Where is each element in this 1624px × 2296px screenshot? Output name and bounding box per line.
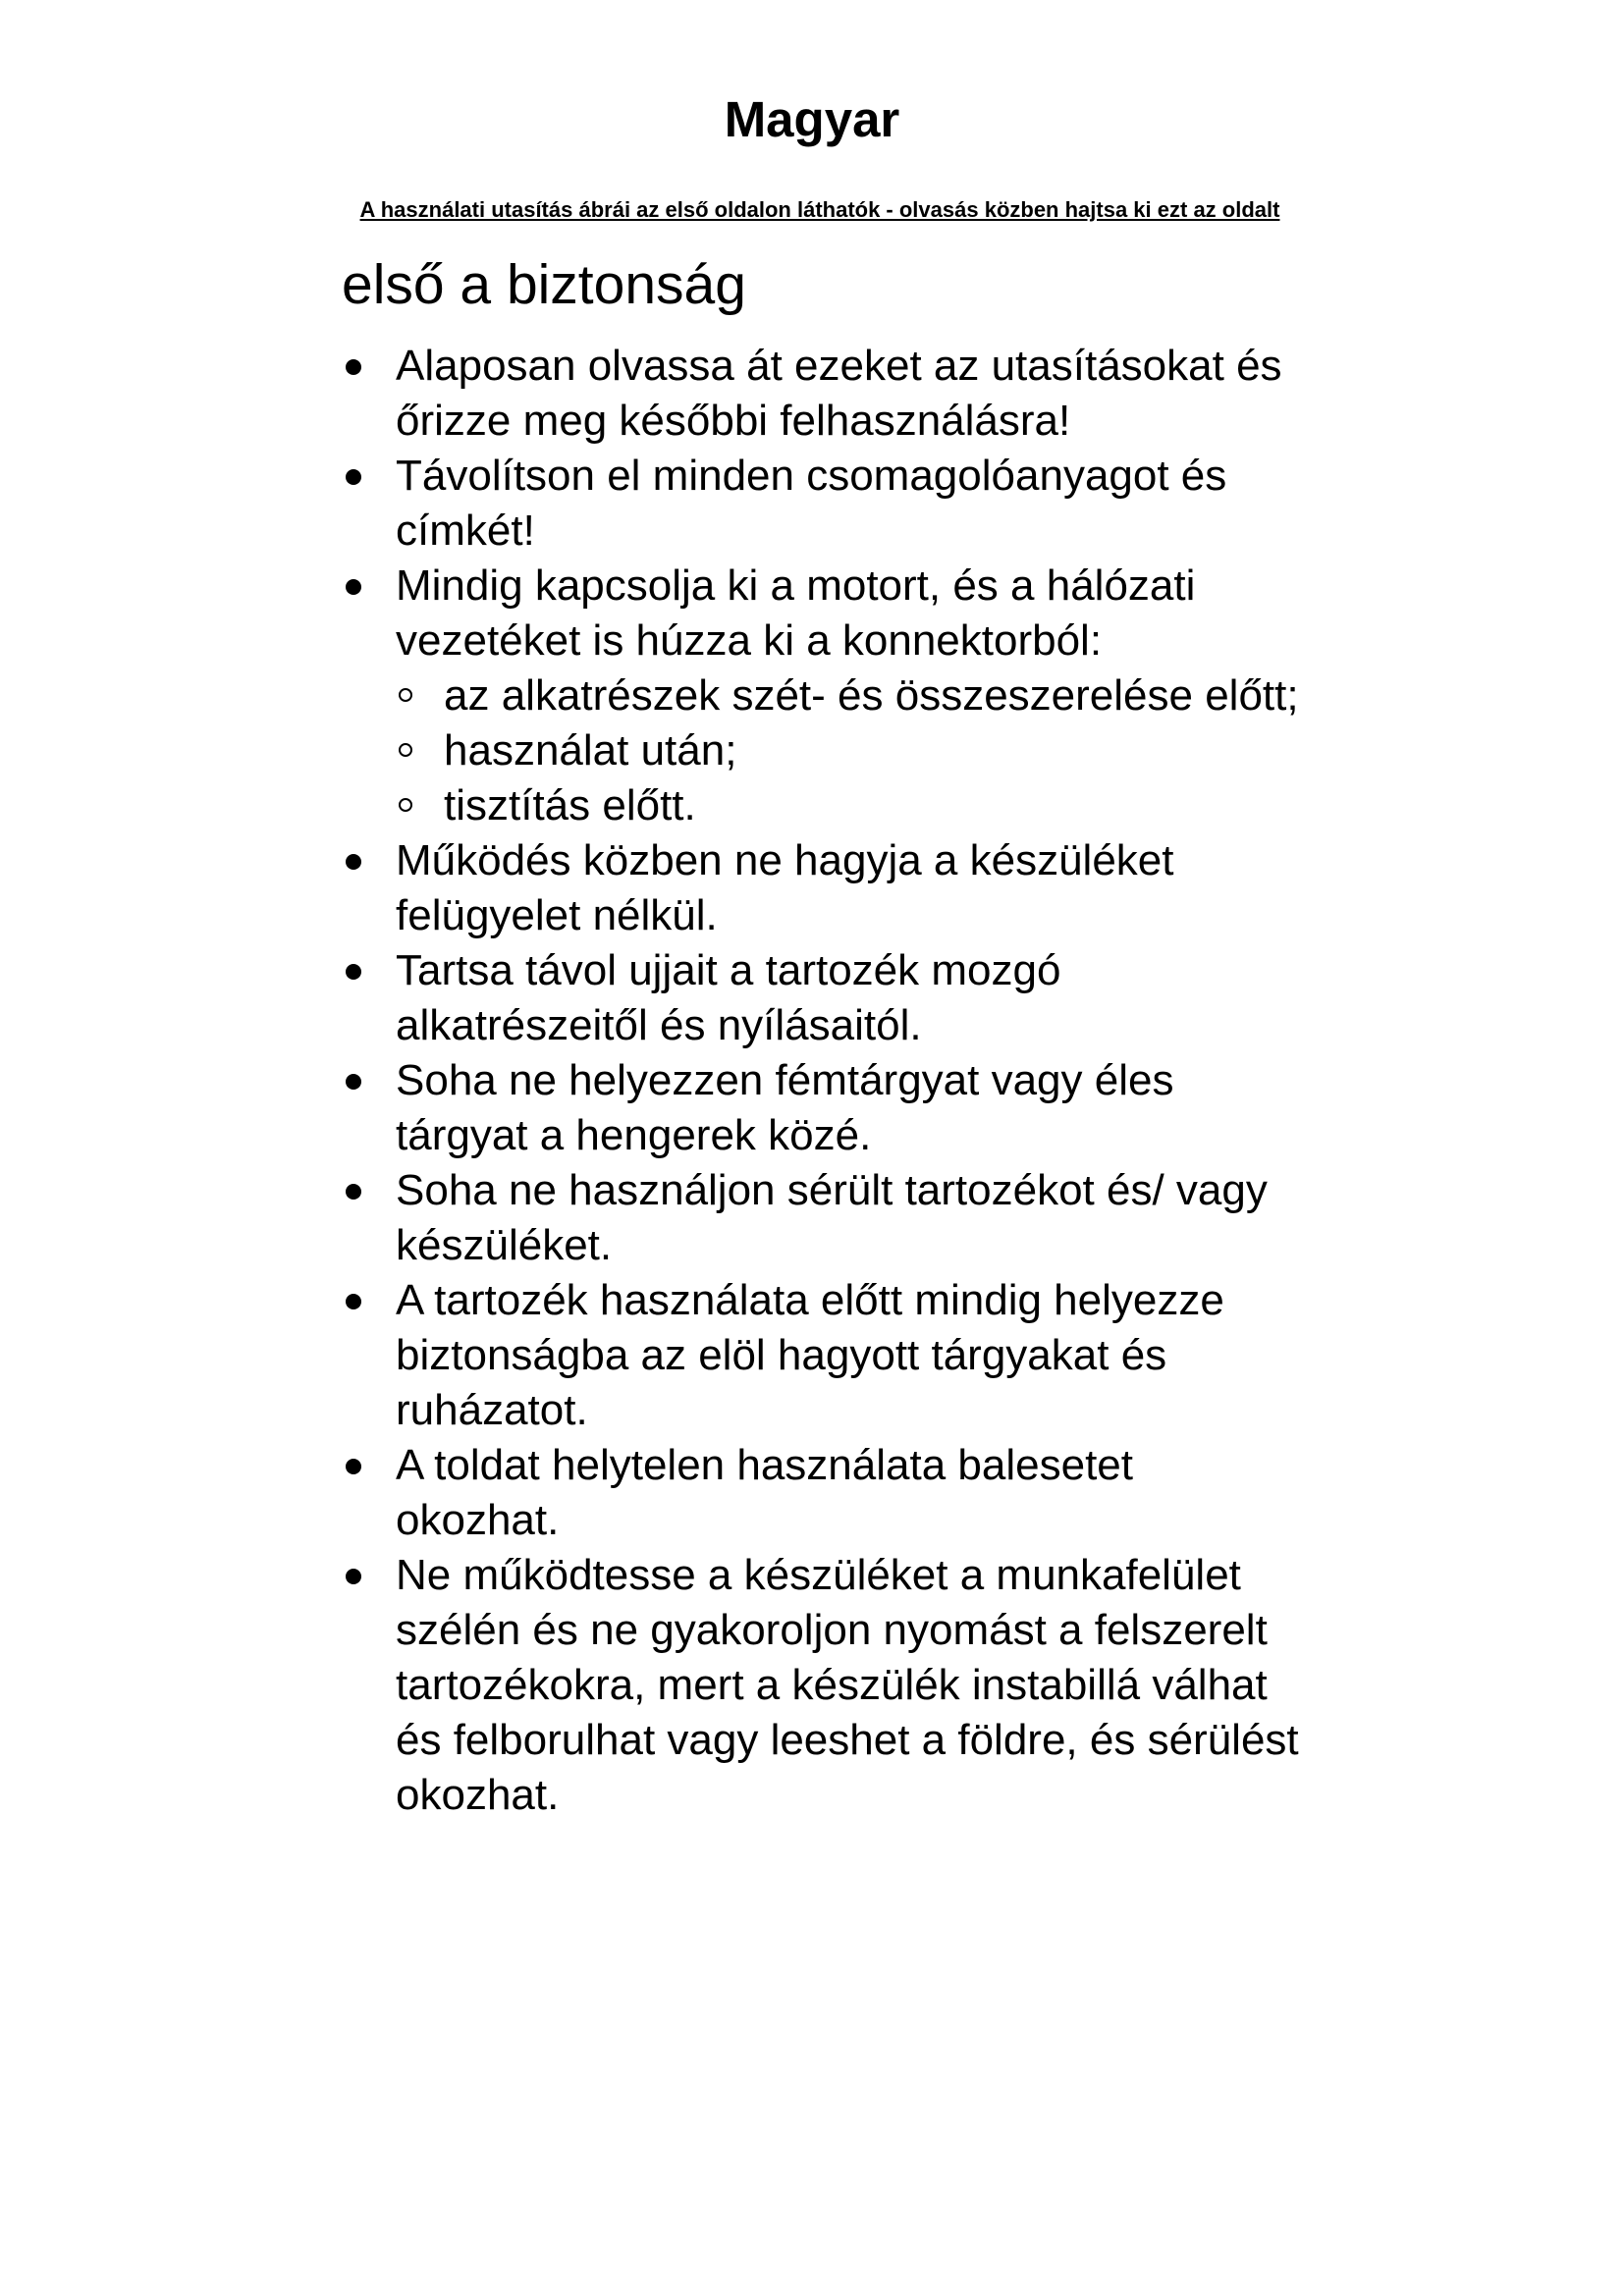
list-item-text: Működés közben ne hagyja a készüléket felügyelet nélkül. (396, 836, 1174, 939)
sub-list-item-text: használat után; (444, 726, 737, 774)
bullet-icon (346, 1074, 361, 1090)
bullet-icon (346, 579, 361, 595)
list-item (344, 1438, 1306, 1548)
sub-list-item (396, 723, 1306, 778)
list-item (344, 1053, 1306, 1163)
sub-list-item-text: az alkatrészek szét- és összeszerelése előtt; (444, 671, 1299, 720)
bullet-icon (346, 359, 361, 375)
list-item-text: Alaposan olvassa át ezeket az utasításokat és őrizze meg későbbi felhasználásra! (396, 342, 1282, 445)
bullet-icon (346, 1294, 361, 1309)
list-item-text: Tartsa távol ujjait a tartozék mozgó alkatrészeitől és nyílásaitól. (396, 946, 1061, 1049)
hollow-bullet-icon (399, 688, 412, 702)
list-item (344, 339, 1306, 449)
list-item-text: Mindig kapcsolja ki a motort, és a hálózati vezetéket is húzza ki a konnektorból: (396, 561, 1196, 665)
list-item (344, 1273, 1306, 1438)
list-item-text: A tartozék használata előtt mindig helyezze biztonságba az elöl hagyott tárgyakat és ruházatot. (396, 1276, 1224, 1434)
sub-list-item-text: tisztítás előtt. (444, 781, 696, 829)
list-item (344, 1163, 1306, 1273)
bullet-icon (346, 1459, 361, 1474)
list-item-text: Soha ne használjon sérült tartozékot és/ vagy készüléket. (396, 1166, 1268, 1269)
hollow-bullet-icon (399, 798, 412, 812)
list-item (344, 943, 1306, 1053)
bullet-icon (346, 469, 361, 485)
hollow-bullet-icon (399, 743, 412, 757)
bullet-icon (346, 964, 361, 980)
section-heading: első a biztonság (342, 253, 746, 316)
list-item-text: A toldat helytelen használata balesetet okozhat. (396, 1441, 1133, 1544)
fold-out-notice: A használati utasítás ábrái az első oldalon láthatók - olvasás közben hajtsa ki ezt az oldalt (359, 197, 1280, 222)
bullet-icon (346, 1184, 361, 1200)
sub-list (396, 668, 1306, 833)
sub-list-item (396, 778, 1306, 833)
list-item-text: Távolítson el minden csomagolóanyagot és címkét! (396, 452, 1227, 555)
page-title: Magyar (724, 91, 900, 147)
safety-list (344, 339, 1306, 1823)
list-item-text: Ne működtesse a készüléket a munkafelület szélén és ne gyakoroljon nyomást a felszerelt tartozékokra, mert a készülék instabillá válhat és felborulhat vagy leeshet a földre, és sérülést okozhat. (396, 1551, 1299, 1819)
list-item-text: Soha ne helyezzen fémtárgyat vagy éles tárgyat a hengerek közé. (396, 1056, 1174, 1159)
sub-list-item (396, 668, 1306, 723)
bullet-icon (346, 1569, 361, 1584)
list-item (344, 833, 1306, 943)
list-item (344, 449, 1306, 559)
list-item (344, 559, 1306, 833)
list-item (344, 1548, 1306, 1823)
bullet-icon (346, 854, 361, 870)
